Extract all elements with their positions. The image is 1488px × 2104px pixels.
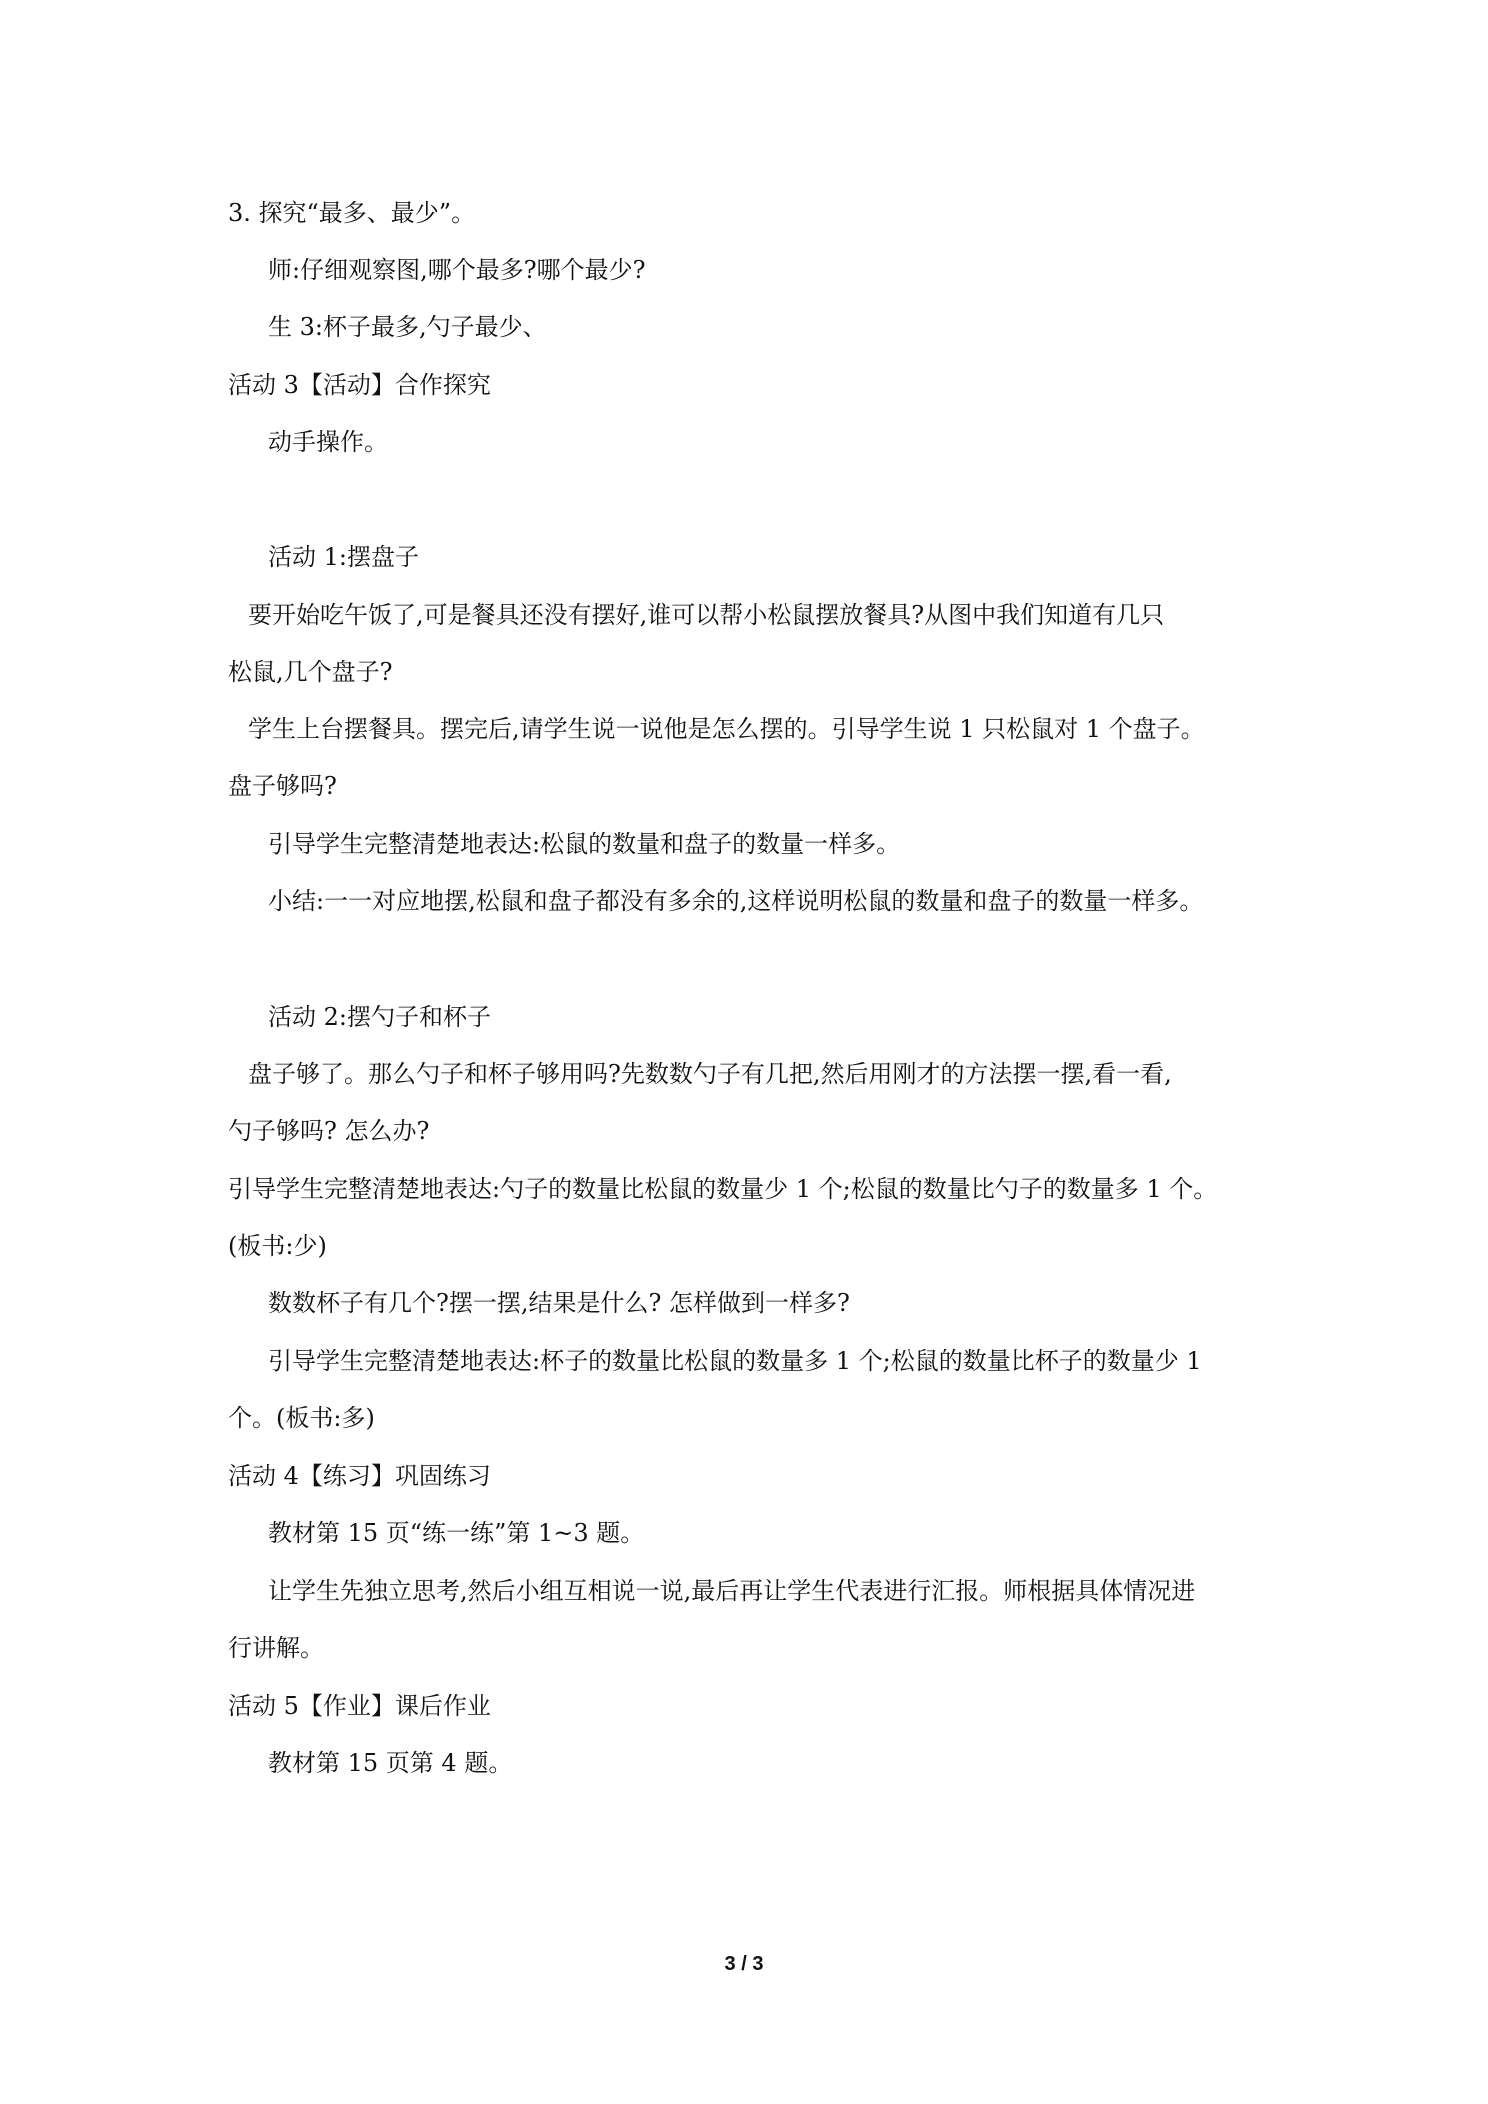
paragraph-summary: 小结:一一对应地摆,松鼠和盘子都没有多余的,这样说明松鼠的数量和盘子的数量一样多。	[268, 887, 1204, 915]
subheading-activity-1: 活动 1:摆盘子	[268, 543, 419, 571]
paragraph-hands-on: 动手操作。	[268, 428, 388, 456]
paragraph-lunch-intro: 要开始吃午饭了,可是餐具还没有摆好,谁可以帮小松鼠摆放餐具?从图中我们知道有几只	[248, 601, 1165, 629]
paragraph-students-place-cont: 盘子够吗?	[228, 772, 337, 800]
paragraph-lunch-intro-cont: 松鼠,几个盘子?	[228, 658, 393, 686]
activity-heading-4: 活动 4【练习】巩固练习	[228, 1462, 491, 1490]
paragraph-student-answer: 生 3:杯子最多,勺子最少、	[268, 313, 547, 341]
page-number: 3 / 3	[724, 1953, 764, 1975]
paragraph-board-note-less: (板书:少)	[228, 1232, 327, 1260]
paragraph-independent-thinking-cont: 行讲解。	[228, 1634, 324, 1662]
paragraph-guide-express-1: 引导学生完整清楚地表达:松鼠的数量和盘子的数量一样多。	[268, 830, 901, 858]
paragraph-spoons-cups-cont: 勺子够吗? 怎么办?	[228, 1117, 430, 1145]
activity-heading-3: 活动 3【活动】合作探究	[228, 371, 491, 399]
subheading-activity-2: 活动 2:摆勺子和杯子	[268, 1003, 491, 1031]
activity-heading-5: 活动 5【作业】课后作业	[228, 1692, 491, 1720]
paragraph-teacher-question: 师:仔细观察图,哪个最多?哪个最少?	[268, 256, 646, 284]
paragraph-guide-express-3: 引导学生完整清楚地表达:杯子的数量比松鼠的数量多 1 个;松鼠的数量比杯子的数量少 1	[268, 1347, 1202, 1375]
section-heading-explore-most-least: 3. 探究“最多、最少”。	[228, 199, 476, 227]
paragraph-homework: 教材第 15 页第 4 题。	[268, 1749, 513, 1777]
paragraph-independent-thinking: 让学生先独立思考,然后小组互相说一说,最后再让学生代表进行汇报。师根据具体情况进	[268, 1577, 1196, 1605]
paragraph-textbook-practice: 教材第 15 页“练一练”第 1~3 题。	[268, 1519, 645, 1547]
paragraph-spoons-cups: 盘子够了。那么勺子和杯子够用吗?先数数勺子有几把,然后用刚才的方法摆一摆,看一看,	[248, 1060, 1172, 1088]
paragraph-students-place: 学生上台摆餐具。摆完后,请学生说一说他是怎么摆的。引导学生说 1 只松鼠对 1 个盘子。	[248, 715, 1205, 743]
paragraph-count-cups: 数数杯子有几个?摆一摆,结果是什么? 怎样做到一样多?	[268, 1289, 850, 1317]
paragraph-guide-express-2: 引导学生完整清楚地表达:勺子的数量比松鼠的数量少 1 个;松鼠的数量比勺子的数量多 1 个。	[228, 1175, 1218, 1203]
paragraph-board-note-more: 个。(板书:多)	[228, 1404, 375, 1432]
